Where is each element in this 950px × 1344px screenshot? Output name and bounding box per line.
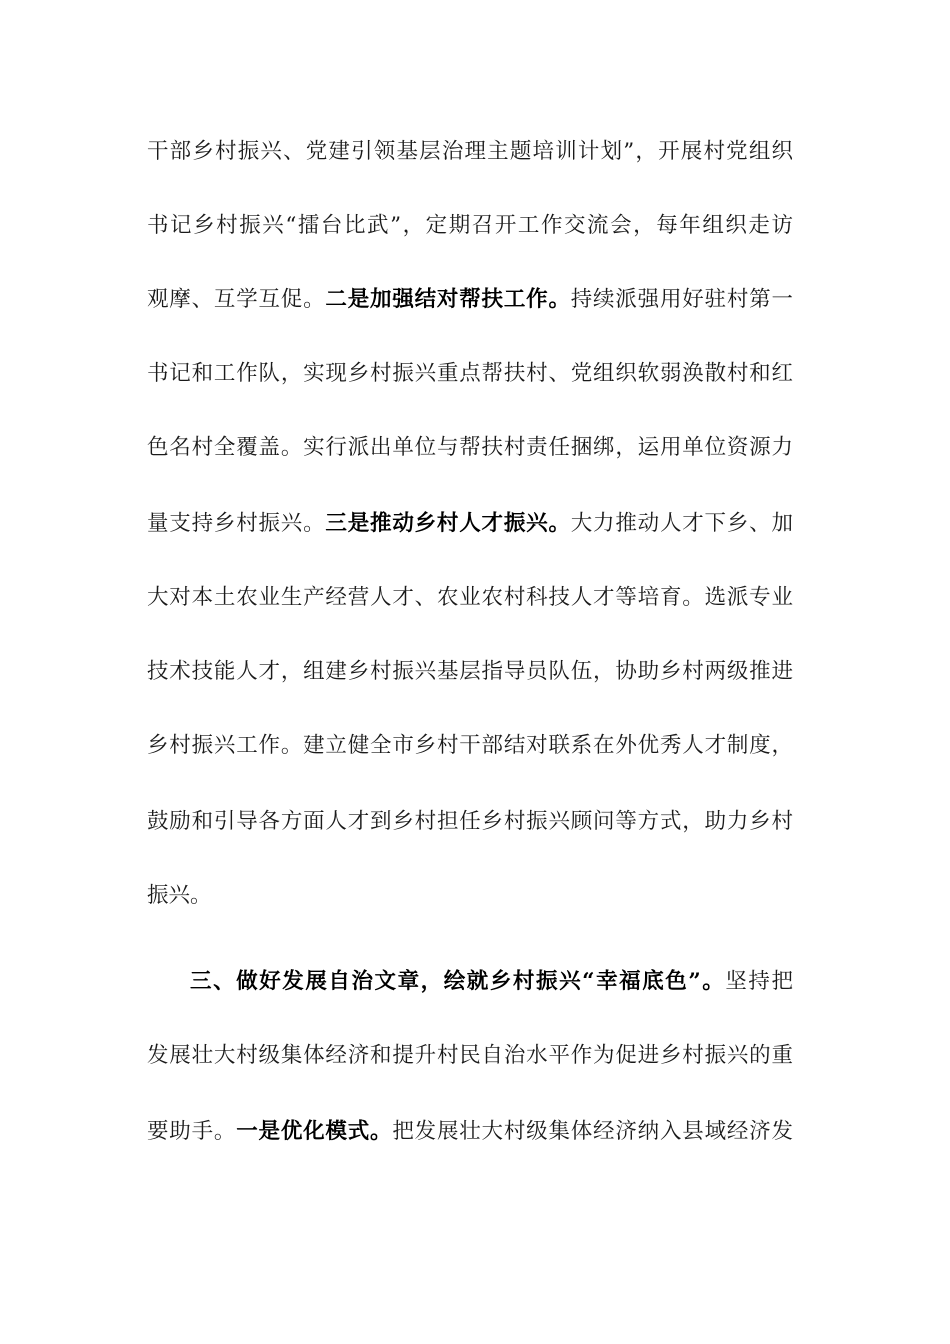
- text-span: 坚持把: [725, 969, 793, 994]
- text-span: 大力推动人才下乡、加: [570, 511, 793, 536]
- text-line: [147, 657, 793, 687]
- text-line: [147, 359, 793, 389]
- text-line: [147, 1117, 793, 1147]
- text-span: 把发展壮大村级集体经济纳入县域经济发: [392, 1119, 793, 1144]
- text-span: 振兴。: [147, 883, 212, 908]
- text-line: [147, 285, 793, 315]
- bold-heading: 二是加强结对帮扶工作。: [325, 287, 571, 312]
- text-span: 书记和工作队，实现乡村振兴重点帮扶村、党组织软弱涣散村和红: [147, 361, 793, 386]
- text-span: 发展壮大村级集体经济和提升村民自治水平作为促进乡村振兴的重: [147, 1043, 793, 1068]
- text-span: 色名村全覆盖。实行派出单位与帮扶村责任捆绑，运用单位资源力: [147, 435, 793, 460]
- text-line: [147, 731, 793, 761]
- section-heading-line: [190, 967, 793, 997]
- text-line: [147, 211, 793, 241]
- text-span: 技术技能人才，组建乡村振兴基层指导员队伍，协助乡村两级推进: [147, 659, 793, 684]
- text-span: 乡村振兴工作。建立健全市乡村干部结对联系在外优秀人才制度，: [147, 733, 793, 758]
- text-line: [147, 583, 793, 613]
- text-line: [147, 433, 793, 463]
- text-span: 书记乡村振兴“擂台比武”，定期召开工作交流会，每年组织走访: [147, 213, 793, 238]
- text-line: [147, 1041, 793, 1071]
- text-span: 鼓励和引导各方面人才到乡村担任乡村振兴顾问等方式，助力乡村: [147, 809, 793, 834]
- text-line: [147, 137, 793, 167]
- text-span: 观摩、互学互促。: [147, 287, 326, 312]
- bold-heading: 三是推动乡村人才振兴。: [325, 511, 571, 536]
- text-span: 持续派强用好驻村第一: [570, 287, 793, 312]
- bold-heading: 一是优化模式。: [236, 1119, 393, 1144]
- text-line: [147, 881, 793, 911]
- text-span: 大对本土农业生产经营人才、农业农村科技人才等培育。选派专业: [147, 585, 793, 610]
- text-span: 量支持乡村振兴。: [147, 511, 326, 536]
- text-line: [147, 807, 793, 837]
- section-heading: 三、做好发展自治文章，绘就乡村振兴“幸福底色”。: [190, 969, 726, 994]
- text-span: 干部乡村振兴、党建引领基层治理主题培训计划”，开展村党组织: [147, 139, 793, 164]
- text-span: 要助手。: [147, 1119, 237, 1144]
- text-line: [147, 509, 793, 539]
